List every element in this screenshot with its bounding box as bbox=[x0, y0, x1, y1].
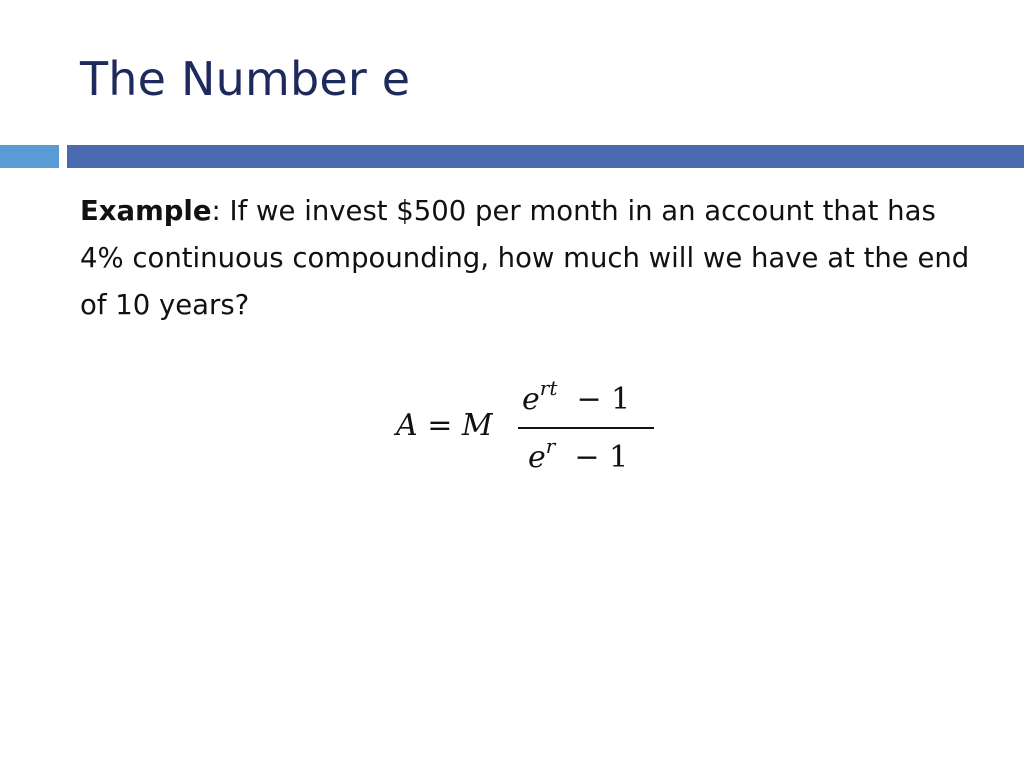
example-paragraph bbox=[80, 188, 980, 329]
example-colon: : bbox=[211, 195, 221, 227]
formula-numerator bbox=[522, 376, 630, 417]
formula-equals: = bbox=[417, 408, 462, 443]
numerator-exponent: rt bbox=[539, 376, 558, 400]
denominator-tail: − 1 bbox=[555, 440, 629, 475]
accent-bar-left bbox=[0, 145, 59, 168]
denominator-exponent: r bbox=[545, 434, 556, 458]
formula-var-a: A bbox=[396, 408, 418, 443]
annuity-formula bbox=[394, 372, 664, 482]
accent-bar-right bbox=[67, 145, 1024, 168]
fraction-bar bbox=[518, 427, 654, 429]
formula-lhs bbox=[396, 408, 493, 443]
numerator-base: e bbox=[522, 382, 540, 417]
example-text: If we invest $500 per month in an account that has 4% continuous compounding, how much will we have at the end of 10 years? bbox=[80, 195, 970, 321]
numerator-tail: − 1 bbox=[557, 382, 631, 417]
slide-title: The Number e bbox=[80, 52, 411, 106]
denominator-base: e bbox=[528, 440, 546, 475]
formula-denominator bbox=[528, 434, 628, 475]
formula-var-m: M bbox=[461, 408, 493, 443]
example-label: Example bbox=[80, 195, 212, 227]
